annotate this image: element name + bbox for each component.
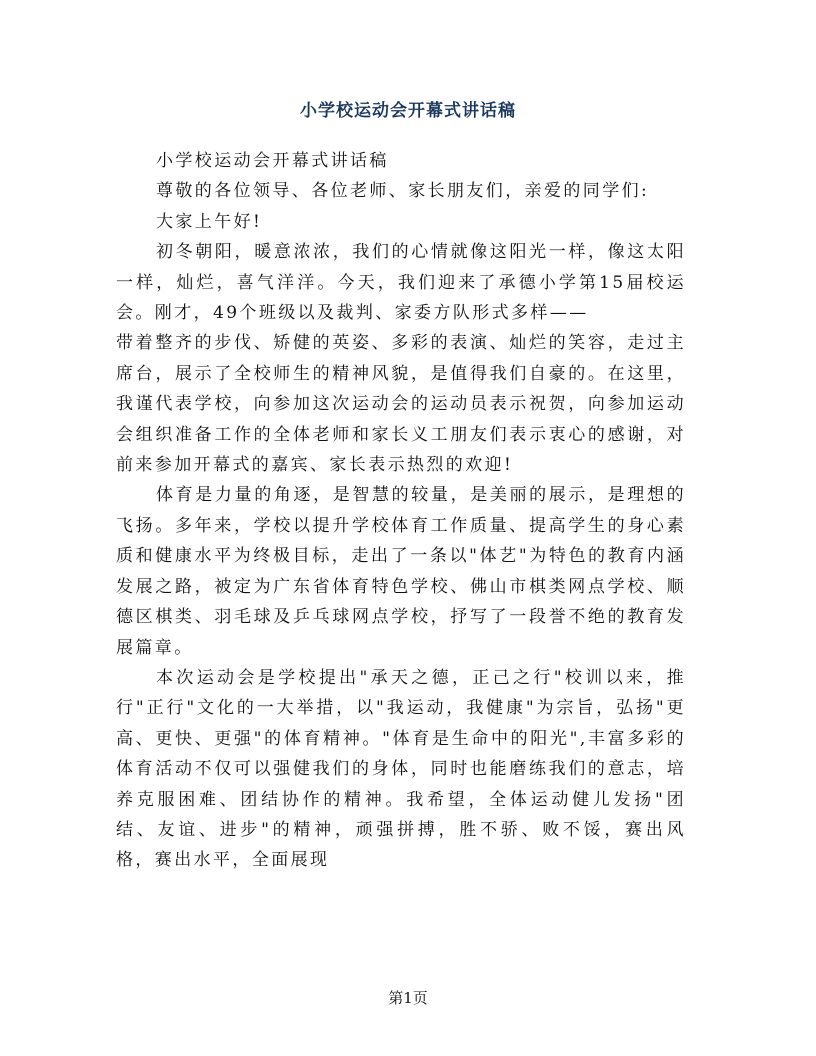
- page-number: 第1页: [388, 989, 428, 1007]
- paragraph-salutation: 尊敬的各位领导、各位老师、家长朋友们，亲爱的同学们:: [156, 181, 650, 202]
- paragraph-greeting: 大家上午好!: [156, 211, 263, 232]
- paragraph-welcome: 带着整齐的步伐、矫健的英姿、多彩的表演、灿烂的笑容，走过主席台，展示了全校师生的精神风貌，是值得我们自豪的。在这里，我谨代表学校，向参加这次运动会的运动员表示祝贺，向参加运动会组织准备工作的全体老师和家长义工朋友们表示衷心的感谢，对前来参加开幕式的嘉宾、家长表示热烈的欢迎!: [116, 333, 686, 476]
- document-title: 小学校运动会开幕式讲话稿: [300, 101, 516, 121]
- paragraph-opening: 初冬朝阳，暖意浓浓，我们的心情就像这阳光一样，像这太阳一样，灿烂，喜气洋洋。今天，我们迎来了承德小学第15届校运会。刚才，49个班级以及裁判、家委方队形式多样——: [116, 242, 686, 324]
- document-body: [116, 146, 686, 876]
- paragraph-sports-school: 体育是力量的角逐，是智慧的较量，是美丽的展示，是理想的飞扬。多年来，学校以提升学校体育工作质量、提高学生的身心素质和健康水平为终极目标，走出了一条以"体艺"为特色的教育内涵发展之路，被定为广东省体育特色学校、佛山市棋类网点学校、顺德区棋类、羽毛球及乒乓球网点学校，抒写了一段誉不绝的教育发展篇章。: [116, 485, 686, 658]
- paragraph-heading: 小学校运动会开幕式讲话稿: [156, 151, 389, 171]
- paragraph-meet-purpose: 本次运动会是学校提出"承天之德，正己之行"校训以来，推行"正行"文化的一大举措，以"我运动，我健康"为宗旨，弘扬"更高、更快、更强"的体育精神。"体育是生命中的阳光",丰富多彩的体育活动不仅可以强健我们的身体，同时也能磨练我们的意志，培养克服困难、团结协作的精神。我希望，全体运动健儿发扬"团结、友谊、进步"的精神，顽强拼搏，胜不骄、败不馁，赛出风格，赛出水平，全面展现: [116, 667, 686, 871]
